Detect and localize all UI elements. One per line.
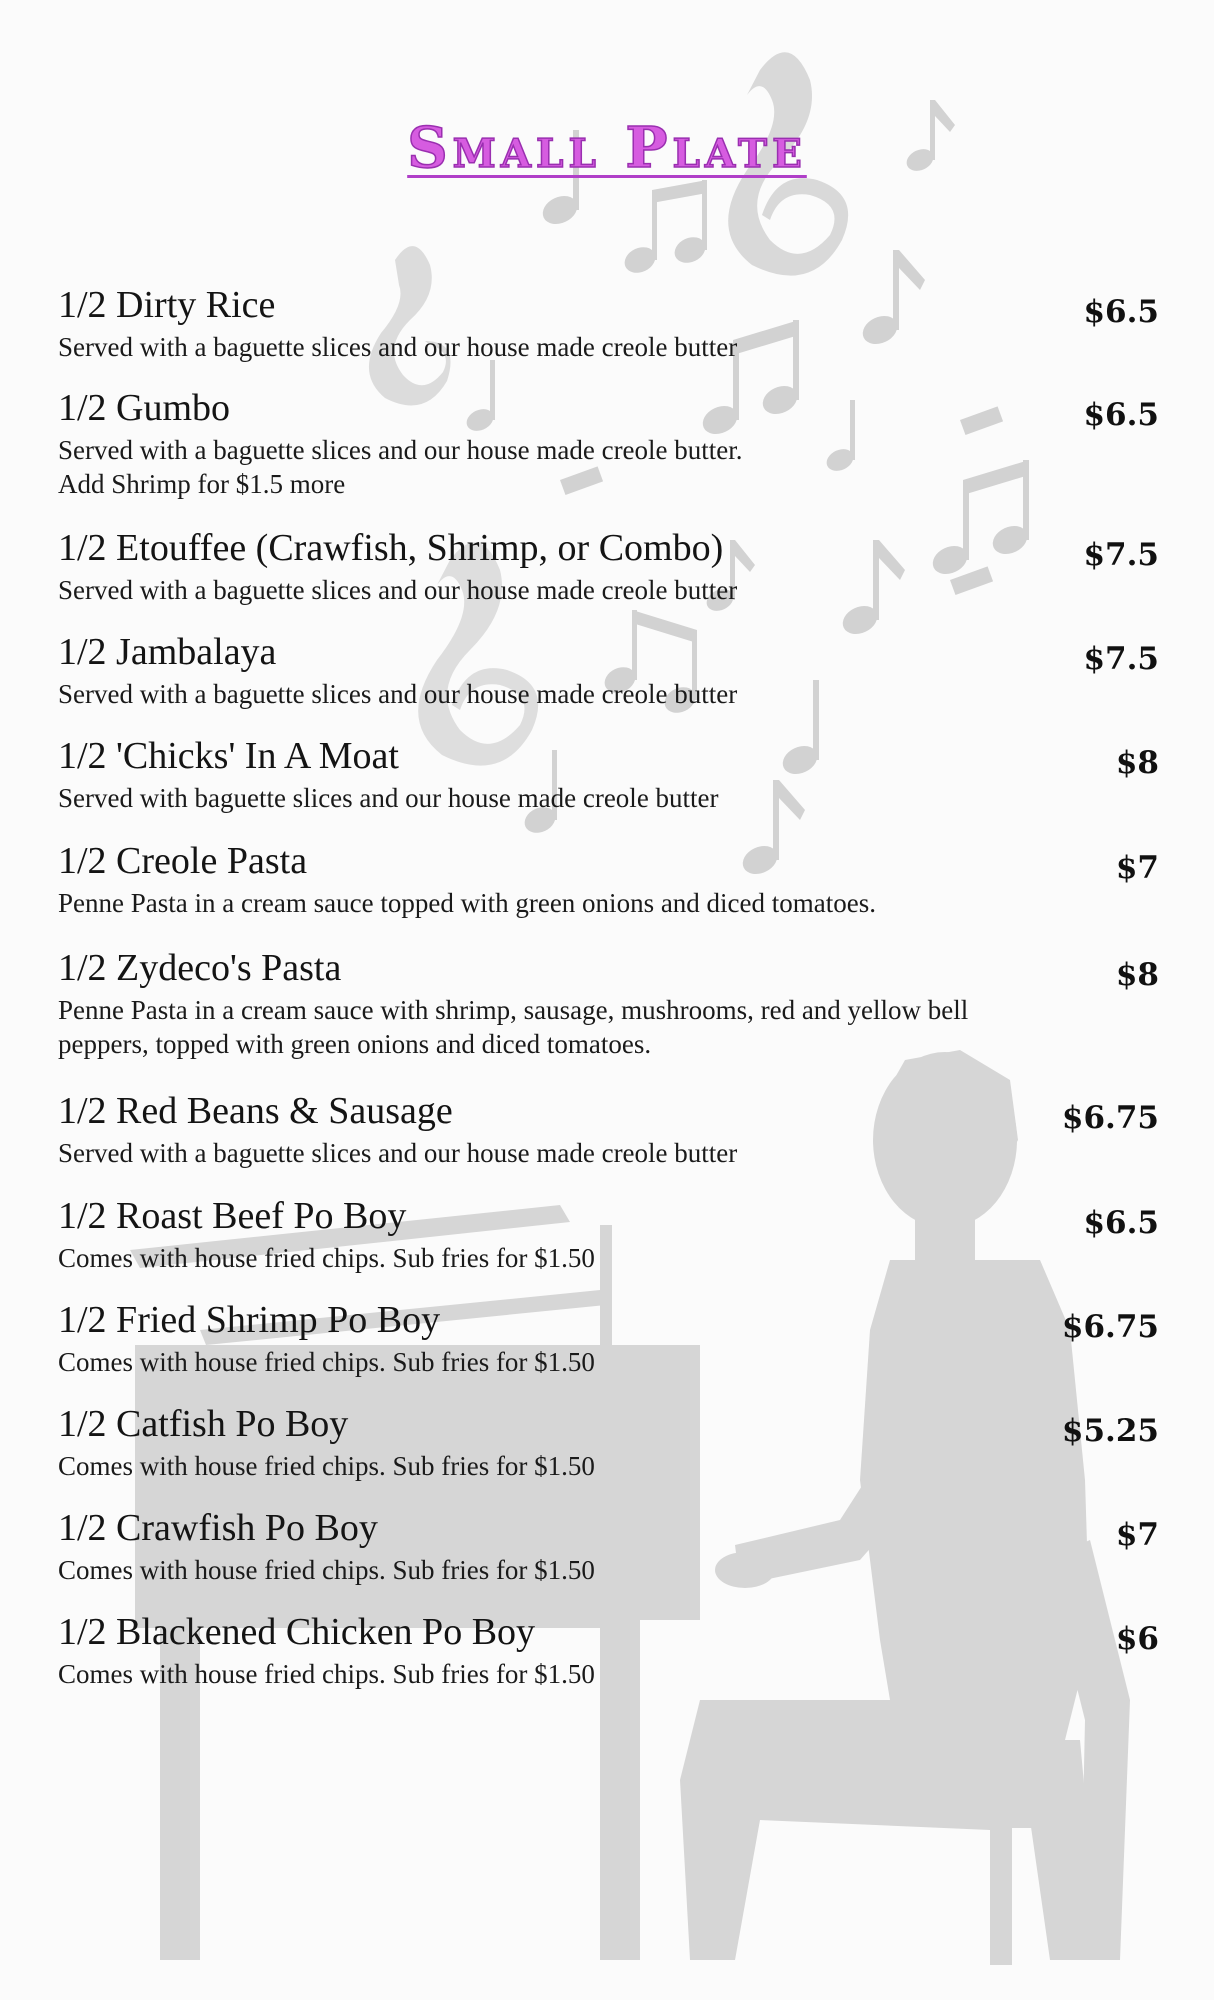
- menu-item: [58, 1404, 1158, 1484]
- item-description: Served with a baguette slices and our house made creole butter: [58, 332, 738, 362]
- item-description: Penne Pasta in a cream sauce with shrimp, sausage, mushrooms, red and yellow bell: [58, 995, 969, 1025]
- item-price: $8: [1115, 745, 1159, 781]
- item-name: 1/2 Crawfish Po Boy: [58, 1507, 378, 1549]
- item-price: $6.5: [1083, 397, 1159, 433]
- item-name: 1/2 Etouffee (Crawfish, Shrimp, or Combo): [58, 527, 724, 569]
- item-description: Penne Pasta in a cream sauce topped with green onions and diced tomatoes.: [58, 888, 877, 918]
- item-description: Served with a baguette slices and our house made creole butter: [58, 1138, 738, 1168]
- item-price: $6.5: [1083, 1205, 1159, 1241]
- item-description-extra: Add Shrimp for $1.5 more: [58, 469, 346, 499]
- item-description-extra: peppers, topped with green onions and diced tomatoes.: [58, 1029, 652, 1059]
- item-price: $7: [1115, 850, 1159, 886]
- item-name: 1/2 Zydeco's Pasta: [58, 947, 342, 989]
- item-description: Comes with house fried chips. Sub fries for $1.50: [58, 1347, 595, 1377]
- item-name: 1/2 'Chicks' In A Moat: [58, 735, 399, 777]
- item-name: 1/2 Fried Shrimp Po Boy: [58, 1299, 441, 1341]
- item-price: $6.75: [1061, 1100, 1159, 1136]
- item-price: $8: [1115, 957, 1159, 993]
- menu-item: [58, 1612, 1158, 1692]
- menu-item: [58, 1300, 1158, 1380]
- item-name: 1/2 Red Beans & Sausage: [58, 1090, 453, 1132]
- menu-item: [58, 841, 1158, 921]
- item-description: Comes with house fried chips. Sub fries for $1.50: [58, 1659, 595, 1689]
- item-name: 1/2 Catfish Po Boy: [58, 1403, 349, 1445]
- menu-item: [58, 528, 1158, 608]
- item-price: $6.75: [1061, 1309, 1159, 1345]
- item-price: $7.5: [1083, 641, 1159, 677]
- item-description: Served with a baguette slices and our house made creole butter: [58, 575, 738, 605]
- item-description: Served with baguette slices and our house made creole butter: [58, 783, 719, 813]
- page-title-text: Small Plate: [407, 115, 807, 181]
- item-name: 1/2 Gumbo: [58, 387, 231, 429]
- menu-item: [58, 736, 1158, 816]
- item-price: $6.5: [1083, 294, 1159, 330]
- menu-item: [58, 388, 1158, 502]
- item-name: 1/2 Roast Beef Po Boy: [58, 1195, 407, 1237]
- item-price: $6: [1115, 1621, 1159, 1657]
- menu-item: [58, 632, 1158, 712]
- menu-item: [58, 285, 1158, 365]
- item-name: 1/2 Creole Pasta: [58, 840, 308, 882]
- item-name: 1/2 Jambalaya: [58, 631, 277, 673]
- menu-item: [58, 1196, 1158, 1276]
- page-title: [0, 115, 1214, 181]
- item-price: $5.25: [1061, 1413, 1159, 1449]
- item-description: Served with a baguette slices and our house made creole butter.: [58, 435, 743, 465]
- item-description: Served with a baguette slices and our house made creole butter: [58, 679, 738, 709]
- menu-item: [58, 1508, 1158, 1588]
- item-description: Comes with house fried chips. Sub fries for $1.50: [58, 1451, 595, 1481]
- item-description: Comes with house fried chips. Sub fries for $1.50: [58, 1243, 595, 1273]
- item-name: 1/2 Dirty Rice: [58, 284, 276, 326]
- item-price: $7: [1115, 1517, 1159, 1553]
- item-name: 1/2 Blackened Chicken Po Boy: [58, 1611, 536, 1653]
- item-description: Comes with house fried chips. Sub fries for $1.50: [58, 1555, 595, 1585]
- item-price: $7.5: [1083, 537, 1159, 573]
- menu-item: [58, 948, 1158, 1062]
- menu-item: [58, 1091, 1158, 1171]
